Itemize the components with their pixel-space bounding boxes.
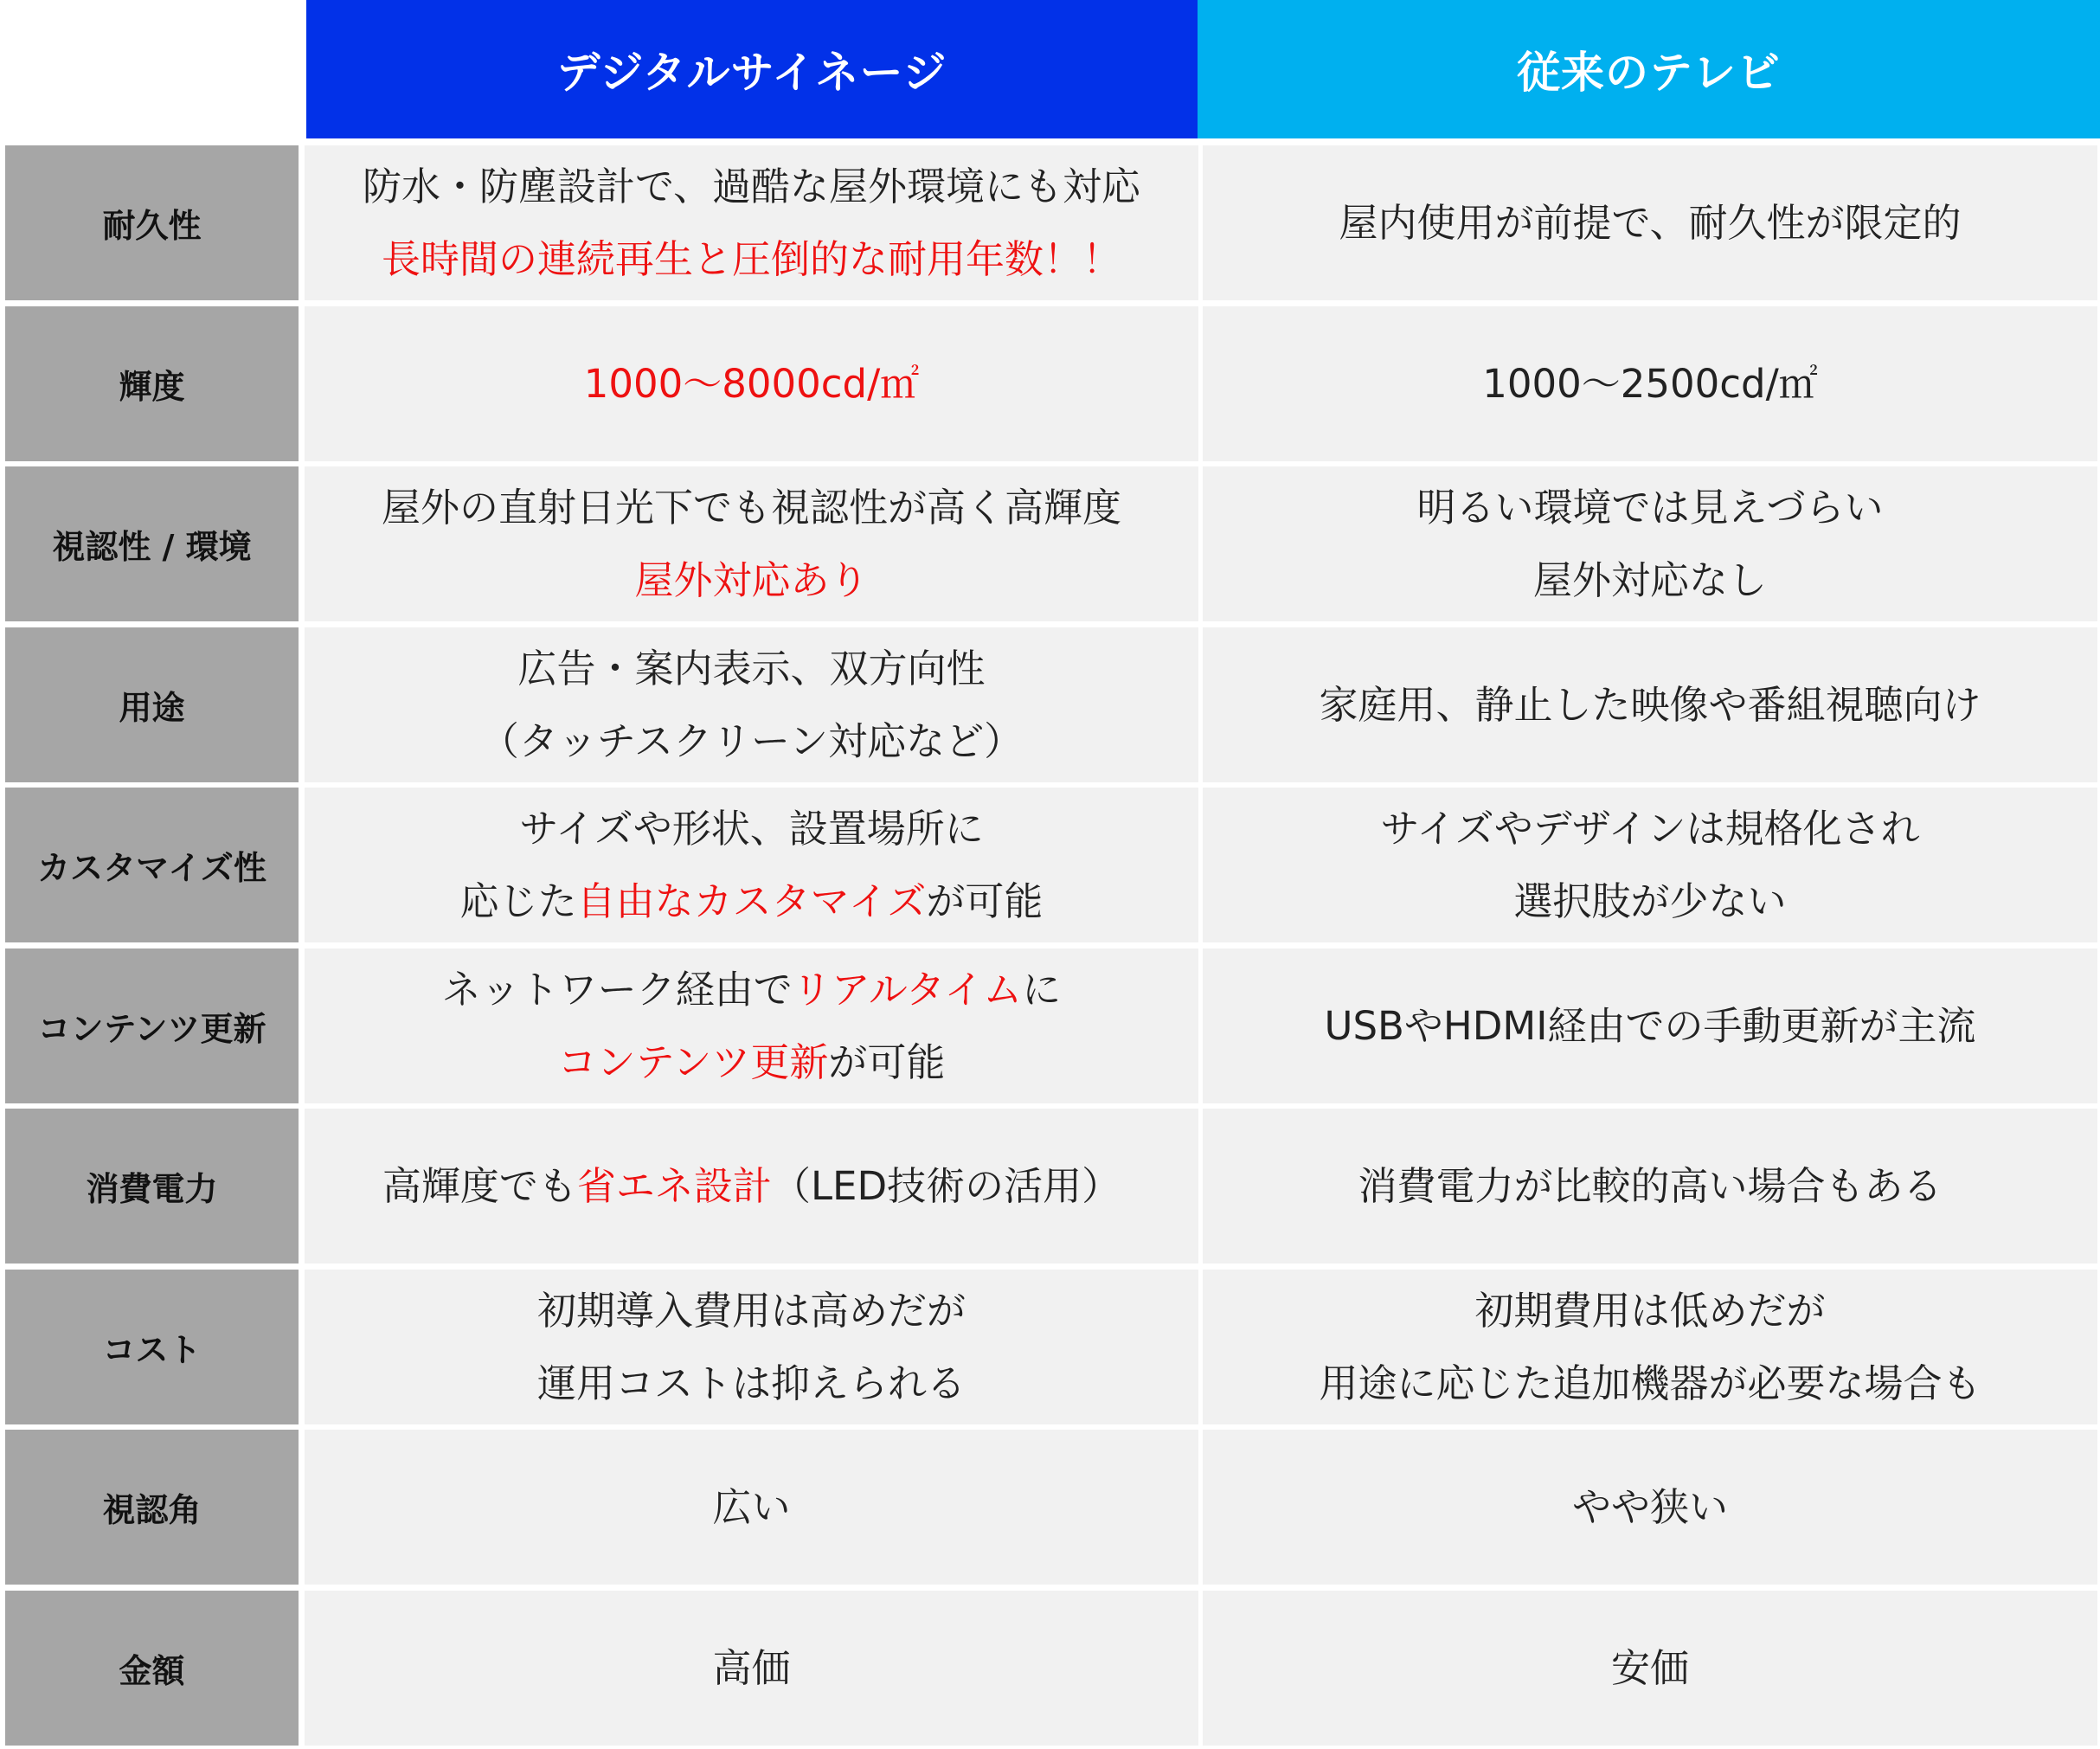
cell-text: サイズや形状、設置場所に [519,805,984,852]
signage-cell [305,1430,1198,1585]
cell-line [1474,1275,1825,1347]
signage-cell [305,306,1198,461]
highlight-text: コンテンツ更新 [557,1038,829,1085]
cell-text: が可能 [828,1038,946,1085]
cell-line [1339,187,1961,260]
cell-line [712,1632,790,1705]
cell-line [584,348,920,421]
cell-line [1358,1150,1942,1223]
cell-line [1513,865,1786,938]
cell-line [519,793,983,865]
cell-text: USBやHDMI経由での手動更新が主流 [1324,1002,1976,1049]
signage-cell [305,145,1198,300]
highlight-text: 1000〜8000cd/㎡ [583,360,920,407]
cell-text: 安価 [1610,1644,1689,1691]
highlight-text: 屋外対応あり [634,556,869,603]
cell-text: 高輝度でも [382,1162,577,1209]
tv-cell [1203,788,2097,942]
cell-text: 広い [712,1483,791,1530]
cell-line [1319,1347,1981,1420]
cell-text: 明るい環境では見えづらい [1416,484,1884,530]
cell-text: ネットワーク経由で [441,966,793,1013]
cell-text: 高価 [712,1644,791,1691]
signage-cell [305,466,1198,621]
tv-cell [1203,145,2097,300]
cell-text: 用途に応じた追加機器が必要な場合も [1319,1360,1981,1406]
cell-text: 初期導入費用は高めだが [536,1287,966,1334]
cell-line [1611,1632,1689,1705]
header-digital-signage: デジタルサイネージ [306,0,1198,138]
signage-cell [305,627,1198,782]
cell-text: サイズやデザインは規格化され [1380,805,1920,852]
highlight-text: 省エネ設計 [576,1162,772,1209]
signage-cell [305,1109,1198,1264]
cell-text: （LED技術の活用） [771,1162,1121,1209]
cell-text: 初期費用は低めだが [1474,1287,1826,1334]
highlight-text: リアルタイム [792,966,1023,1013]
cell-line [1482,348,1818,421]
tv-cell [1203,1591,2097,1746]
cell-text: 防水・防塵設計で、過酷な屋外環境にも対応 [362,163,1141,209]
row-label: カスタマイズ性 [5,788,299,942]
cell-line [537,1275,966,1347]
highlight-text: 長時間の連続再生と圧倒的な耐用年数！！ [381,235,1121,282]
cell-line [537,1347,966,1420]
cell-line [1416,472,1883,544]
cell-line [480,705,1023,778]
cell-line [382,223,1121,296]
cell-text: 消費電力が比較的高い場合もある [1358,1162,1943,1209]
cell-text: 選択肢が少ない [1513,878,1787,924]
cell-line [1380,793,1919,865]
tv-cell [1203,627,2097,782]
row-label: コンテンツ更新 [5,948,299,1103]
cell-line [442,954,1062,1026]
cell-text: 運用コストは抑えられる [536,1360,966,1406]
cell-text: やや狭い [1571,1483,1728,1530]
row-label: 消費電力 [5,1109,299,1264]
cell-text: 屋内使用が前提で、耐久性が限定的 [1339,199,1962,246]
signage-cell [305,948,1198,1103]
cell-text: 1000〜2500cd/㎡ [1482,360,1818,407]
cell-text: （タッチスクリーン対応など） [479,717,1024,764]
cell-text: 広告・案内表示、双方向性 [517,645,986,691]
row-label: コスト [5,1270,299,1424]
signage-cell [305,1591,1198,1746]
tv-cell [1203,1270,2097,1424]
row-label: 輝度 [5,306,299,461]
cell-line [382,1150,1121,1223]
highlight-text: 自由なカスタマイズ [576,878,927,924]
cell-line [634,544,868,617]
cell-line [1325,990,1976,1063]
cell-text: 応じた [459,878,577,924]
cell-text: が可能 [926,878,1044,924]
tv-cell [1203,948,2097,1103]
cell-line [1572,1471,1728,1544]
row-label: 視認角 [5,1430,299,1585]
tv-cell [1203,466,2097,621]
cell-line [712,1471,790,1544]
tv-cell [1203,1430,2097,1585]
header-traditional-tv: 従来のテレビ [1198,0,2100,138]
row-label: 視認性 / 環境 [5,466,299,621]
signage-cell [305,1270,1198,1424]
cell-line [460,865,1044,938]
cell-text: に [1022,966,1062,1013]
row-label: 金額 [5,1591,299,1746]
cell-text: 屋外対応なし [1532,556,1767,603]
cell-line [1319,669,1981,742]
cell-text: 屋外の直射日光下でも視認性が高く高輝度 [381,484,1121,530]
tv-cell [1203,306,2097,461]
cell-line [558,1026,946,1099]
row-label: 耐久性 [5,145,299,300]
signage-cell [305,788,1198,942]
row-label: 用途 [5,627,299,782]
tv-cell [1203,1109,2097,1264]
cell-line [363,151,1140,223]
cell-line [517,633,985,705]
cell-text: 家庭用、静止した映像や番組視聴向け [1319,681,1981,728]
cell-line [382,472,1121,544]
cell-line [1533,544,1767,617]
